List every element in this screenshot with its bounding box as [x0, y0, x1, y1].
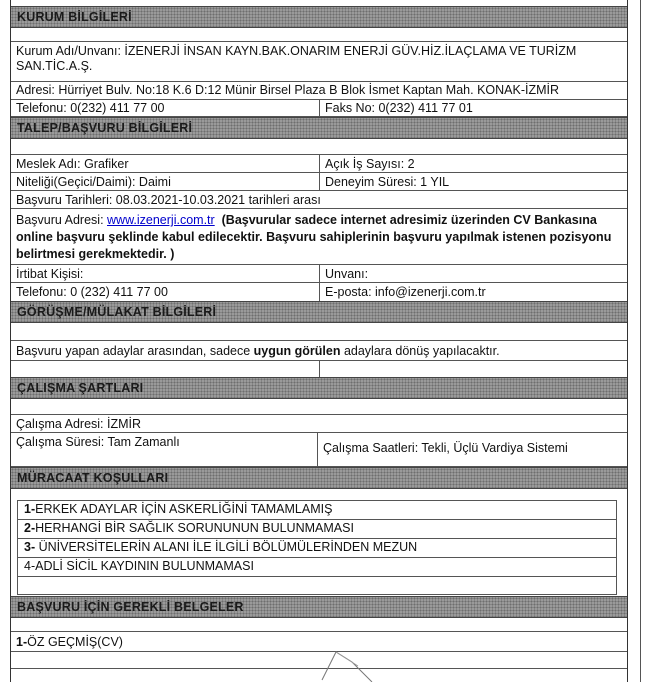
item-number: 2-: [24, 521, 36, 535]
page-edge-line: [640, 0, 641, 682]
unvani: Unvanı:: [319, 265, 627, 282]
talep-telefon: Telefonu: 0 (232) 411 77 00: [16, 285, 168, 299]
irtibat-kisisi: İrtibat Kişisi:: [16, 267, 84, 281]
basvuru-note: (Başvurular sadece internet adresimiz üzerinden CV Bankasına online başvuru şeklinde kabul edilecektir. Başvuru sahiplerinin başvuru yapılmak istenen pozisyonu belirtmesi gerekmektedir. ): [16, 213, 612, 261]
gorusme-text-c: adaylara dönüş yapılacaktır.: [340, 344, 500, 358]
blank-row: [11, 399, 627, 415]
calisma-adresi: Çalışma Adresi: İZMİR: [16, 417, 142, 431]
list-item: [18, 501, 616, 520]
eposta: E-posta: info@izenerji.com.tr: [319, 283, 627, 301]
blank-row: [11, 139, 627, 155]
item-text: ÖZ GEÇMİŞ(CV): [27, 635, 123, 649]
gorusme-text-a: Başvuru yapan adaylar arasından, sadece: [16, 344, 254, 358]
calisma-adres-row: [11, 415, 627, 433]
item-text: 4-ADLİ SİCİL KAYDININ BULUNMAMASI: [24, 559, 254, 573]
section-header-gorusme: [11, 301, 627, 323]
section-header-kurum: [11, 6, 627, 28]
nitelik-row: [11, 173, 627, 191]
calisma-sure-row: [11, 433, 627, 467]
section-title: TALEP/BAŞVURU BİLGİLERİ: [17, 121, 193, 135]
kurum-adres: Adresi: Hürriyet Bulv. No:18 K.6 D:12 Münir Birsel Plaza B Blok İsmet Kaptan Mah. KONAK-İZMİR: [16, 83, 560, 97]
kurum-unvan: Kurum Adı/Unvanı: İZENERJİ İNSAN KAYN.BAK.ONARIM ENERJİ GÜV.HİZ.İLAÇLAMA VE TURİZM SAN.TİC.A.Ş.: [16, 44, 577, 73]
kurum-adres-row: [11, 82, 627, 100]
blank-row: [11, 28, 627, 42]
item-text: ÜNİVERSİTELERİN ALANI İLE İLGİLİ BÖLÜMÜLERİNDEN MEZUN: [35, 540, 418, 554]
blank-row: [11, 323, 627, 341]
website-link[interactable]: www.izenerji.com.tr: [107, 213, 215, 227]
niteligi: Niteliği(Geçici/Daimi): Daimi: [16, 175, 171, 189]
section-header-belgeler: [11, 596, 627, 618]
meslek-adi: Meslek Adı: Grafiker: [16, 157, 129, 171]
section-title: KURUM BİLGİLERİ: [17, 10, 132, 24]
irtibat-row: [11, 265, 627, 283]
tarihler-row: [11, 191, 627, 209]
blank-row: [11, 361, 627, 377]
section-header-muracaat: [11, 467, 627, 489]
item-number: 1-: [16, 635, 28, 649]
section-title: GÖRÜŞME/MÜLAKAT BİLGİLERİ: [17, 305, 217, 319]
list-item-blank: [18, 577, 616, 596]
basvuru-tarihleri: Başvuru Tarihleri: 08.03.2021-10.03.2021 tarihleri arası: [16, 193, 321, 207]
list-item: [18, 520, 616, 539]
item-text: ERKEK ADAYLAR İÇİN ASKERLİĞİNİ TAMAMLAMIŞ: [35, 502, 333, 516]
item-number: 1-: [24, 502, 36, 516]
section-header-talep: [11, 117, 627, 139]
blank-row: [11, 618, 627, 632]
deneyim-suresi: Deneyim Süresi: 1 YIL: [319, 173, 627, 190]
acik-is-sayisi: Açık İş Sayısı: 2: [319, 155, 627, 172]
section-header-calisma: [11, 377, 627, 399]
list-item: [18, 539, 616, 558]
item-number: 3-: [24, 540, 36, 554]
basvuru-adresi-label: Başvuru Adresi:: [16, 213, 108, 227]
application-form: [10, 0, 628, 682]
item-text: HERHANGİ BİR SAĞLIK SORUNUNUN BULUNMAMASI: [35, 521, 354, 535]
section-title: MÜRACAAT KOŞULLARI: [17, 471, 169, 485]
basvuru-adresi-row: [11, 209, 627, 265]
section-title: BAŞVURU İÇİN GEREKLİ BELGELER: [17, 600, 244, 614]
basvuru-adresi: [11, 209, 627, 264]
kurum-faks: Faks No: 0(232) 411 77 01: [319, 100, 627, 116]
calisma-saatleri: Çalışma Saatleri: Tekli, Üçlü Vardiya Sistemi: [317, 433, 627, 466]
gorusme-text: [11, 341, 627, 360]
gorusme-text-bold: uygun görülen: [253, 344, 341, 358]
calisma-suresi: Çalışma Süresi: Tam Zamanlı: [16, 435, 180, 449]
meslek-row: [11, 155, 627, 173]
cell-divider: [319, 361, 320, 377]
kurum-unvan-row: [11, 42, 627, 82]
list-item: [18, 558, 616, 577]
signature-mark: [318, 648, 388, 682]
kurum-telefon-row: [11, 100, 627, 117]
iletisim-row: [11, 283, 627, 301]
muracaat-list: [17, 500, 617, 595]
section-title: ÇALIŞMA ŞARTLARI: [17, 381, 144, 395]
kurum-telefon: Telefonu: 0(232) 411 77 00: [16, 101, 165, 115]
gorusme-row: [11, 341, 627, 361]
